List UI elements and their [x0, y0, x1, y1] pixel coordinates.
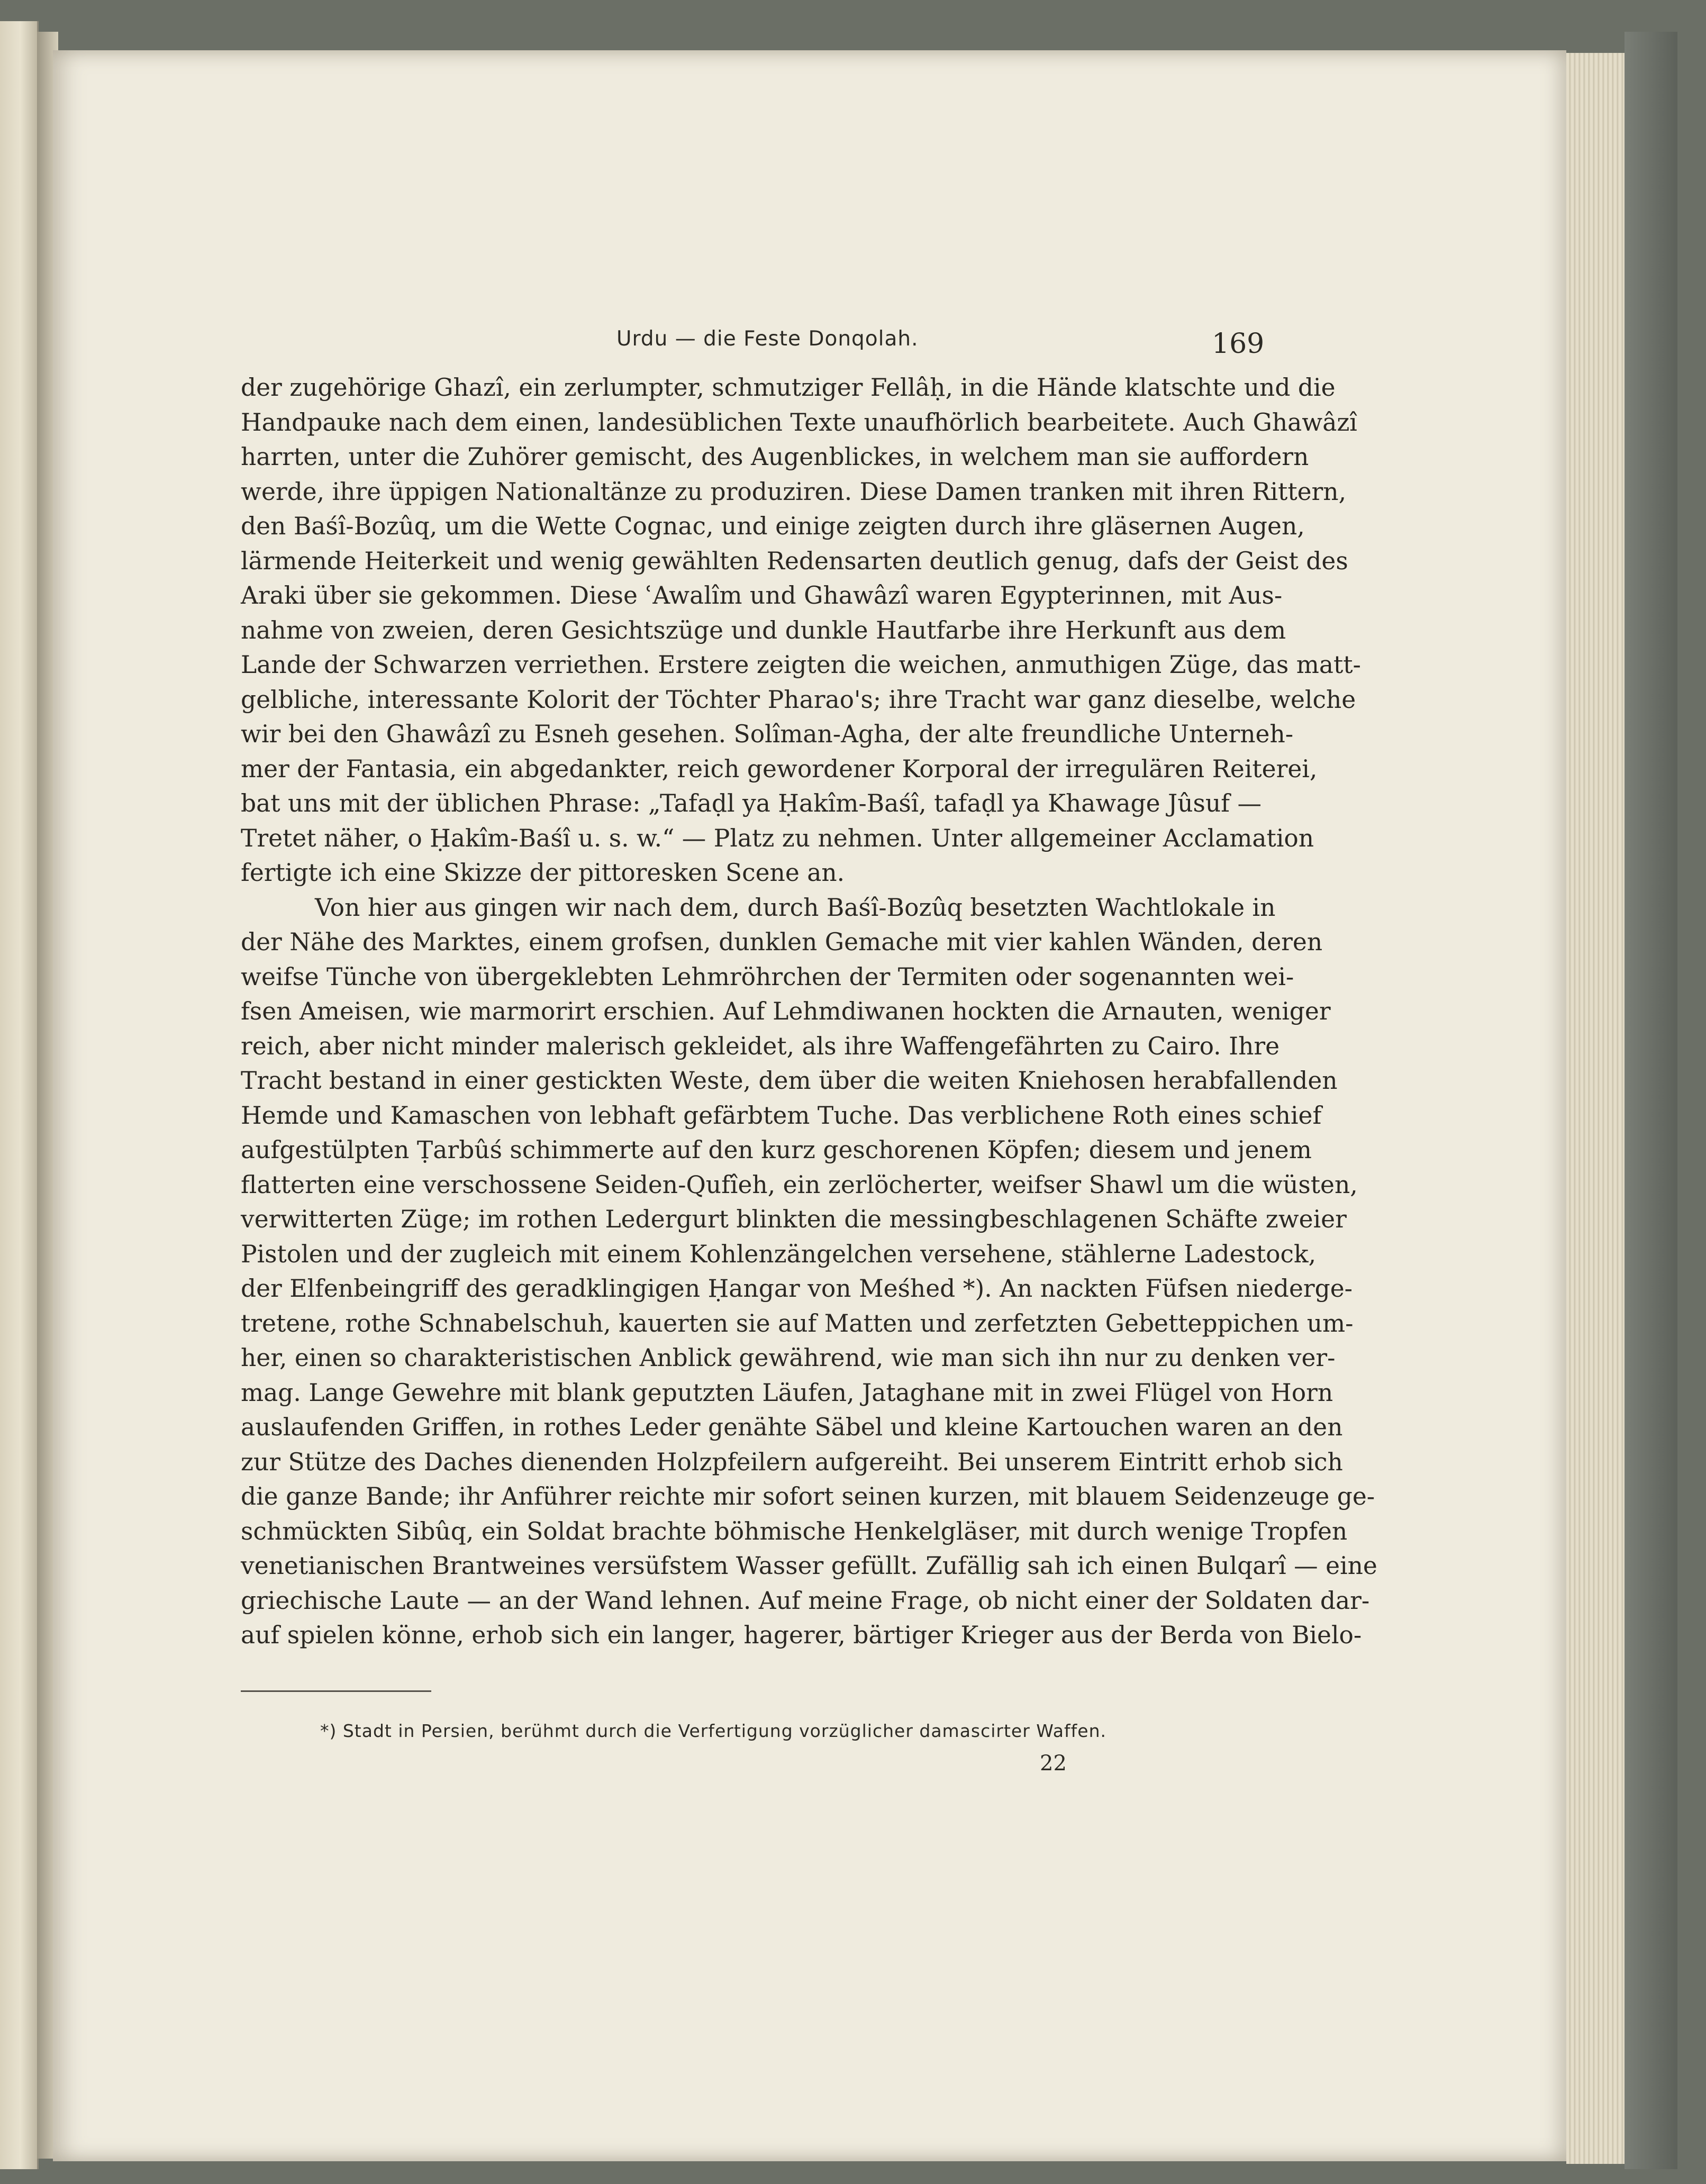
- body-text: [241, 370, 1377, 1653]
- text-line: verwitterten Züge; im rothen Ledergurt blinkten die messingbeschlagenen Schäfte zweier: [241, 1205, 1347, 1233]
- page-block-edges: [1566, 53, 1625, 2164]
- text-line: tretene, rothe Schnabelschuh, kauerten sie auf Matten und zerfetzten Gebetteppichen um-: [241, 1309, 1354, 1337]
- book-cover-edge: [1625, 32, 1677, 2169]
- text-line: werde, ihre üppigen Nationaltänze zu produziren. Diese Damen tranken mit ihren Rittern,: [241, 477, 1347, 506]
- text-line: mag. Lange Gewehre mit blank geputzten Läufen, Jataghane mit in zwei Flügel von Horn: [241, 1378, 1333, 1407]
- text-line: fertigte ich eine Skizze der pittoresken Scene an.: [241, 859, 845, 887]
- text-line: zur Stütze des Daches dienenden Holzpfeilern aufgereiht. Bei unserem Eintritt erhob sich: [241, 1448, 1343, 1476]
- text-line: Von hier aus gingen wir nach dem, durch Baśî-Bozûq besetzten Wachtlokale in: [315, 893, 1276, 922]
- text-line: Hemde und Kamaschen von lebhaft gefärbtem Tuche. Das verblichene Roth eines schief: [241, 1101, 1322, 1130]
- text-line: Lande der Schwarzen verriethen. Erstere zeigten die weichen, anmuthigen Züge, das matt-: [241, 651, 1361, 679]
- page-number: 169: [1212, 328, 1265, 360]
- text-line: flatterten eine verschossene Seiden-Qufîeh, ein zerlöcherter, weifser Shawl um die wüsten,: [241, 1170, 1358, 1199]
- running-head: Urdu — die Feste Donqolah.: [616, 327, 919, 351]
- text-line: wir bei den Ghawâzî zu Esneh gesehen. Solîman-Agha, der alte freundliche Unterneh-: [241, 720, 1294, 748]
- text-line: der Nähe des Marktes, einem grofsen, dunklen Gemache mit vier kahlen Wänden, deren: [241, 928, 1323, 956]
- text-line: her, einen so charakteristischen Anblick gewährend, wie man sich ihn nur zu denken ver-: [241, 1344, 1336, 1372]
- text-line: mer der Fantasia, ein abgedankter, reich gewordener Korporal der irregulären Reiterei,: [241, 754, 1318, 783]
- text-line: griechische Laute — an der Wand lehnen. Auf meine Frage, ob nicht einer der Soldaten dar-: [241, 1586, 1370, 1615]
- text-line: weifse Tünche von übergeklebten Lehmröhrchen der Termiten oder sogenannten wei-: [241, 962, 1294, 991]
- text-line: aufgestülpten Ṭarbûś schimmerte auf den kurz geschorenen Köpfen; diesem und jenem: [241, 1136, 1312, 1164]
- text-line: der Elfenbeingriff des geradklingigen Ḥangar von Meśhed *). An nackten Füfsen niederge-: [241, 1275, 1353, 1303]
- text-line: der zugehörige Ghazî, ein zerlumpter, schmutziger Fellâḥ, in die Hände klatschte und die: [241, 374, 1336, 402]
- text-line: harrten, unter die Zuhörer gemischt, des Augenblickes, in welchem man sie auffordern: [241, 443, 1309, 471]
- text-line: Tracht bestand in einer gestickten Weste, dem über die weiten Kniehosen herabfallenden: [241, 1067, 1338, 1095]
- text-line: gelbliche, interessante Kolorit der Töchter Pharao's; ihre Tracht war ganz dieselbe, welche: [241, 685, 1356, 714]
- text-line: schmückten Sibûq, ein Soldat brachte böhmische Henkelgläser, mit durch wenige Tropfen: [241, 1517, 1348, 1545]
- text-line: die ganze Bande; ihr Anführer reichte mir sofort seinen kurzen, mit blauem Seidenzeuge ge-: [241, 1482, 1375, 1510]
- text-line: reich, aber nicht minder malerisch gekleidet, als ihre Waffengefährten zu Cairo. Ihre: [241, 1032, 1280, 1060]
- footnote-rule: [241, 1690, 431, 1692]
- text-line: auf spielen könne, erhob sich ein langer, hagerer, bärtiger Krieger aus der Berda von Bielo-: [241, 1621, 1362, 1649]
- text-line: Handpauke nach dem einen, landesüblichen Texte unaufhörlich bearbeitete. Auch Ghawâzî: [241, 408, 1357, 436]
- text-line: Tretet näher, o Ḥakîm-Baśî u. s. w.“ — Platz zu nehmen. Unter allgemeiner Acclamation: [241, 824, 1314, 852]
- text-line: den Baśî-Bozûq, um die Wette Cognac, und einige zeigten durch ihre gläsernen Augen,: [241, 512, 1305, 540]
- text-line: venetianischen Brantweines versüfstem Wasser gefüllt. Zufällig sah ich einen Bulqarî — eine: [241, 1552, 1377, 1580]
- left-page-edge: [0, 21, 39, 2169]
- text-line: Araki über sie gekommen. Diese ʿAwalîm und Ghawâzî waren Egypterinnen, mit Aus-: [241, 581, 1283, 609]
- text-line: nahme von zweien, deren Gesichtszüge und dunkle Hautfarbe ihre Herkunft aus dem: [241, 616, 1286, 644]
- text-line: fsen Ameisen, wie marmorirt erschien. Auf Lehmdiwanen hockten die Arnauten, weniger: [241, 997, 1331, 1025]
- text-line: lärmende Heiterkeit und wenig gewählten Redensarten deutlich genug, dafs der Geist des: [241, 547, 1348, 575]
- text-line: Pistolen und der zugleich mit einem Kohlenzängelchen versehene, stählerne Ladestock,: [241, 1240, 1317, 1268]
- footnote: *) Stadt in Persien, berühmt durch die Verfertigung vorzüglicher damascirter Waffen.: [320, 1721, 1106, 1741]
- text-line: auslaufenden Griffen, in rothes Leder genähte Säbel und kleine Kartouchen waren an den: [241, 1413, 1343, 1441]
- signature-mark: 22: [1040, 1751, 1067, 1776]
- text-line: bat uns mit der üblichen Phrase: „Tafaḍl ya Ḥakîm-Baśî, tafaḍl ya Khawage Jûsuf —: [241, 789, 1262, 817]
